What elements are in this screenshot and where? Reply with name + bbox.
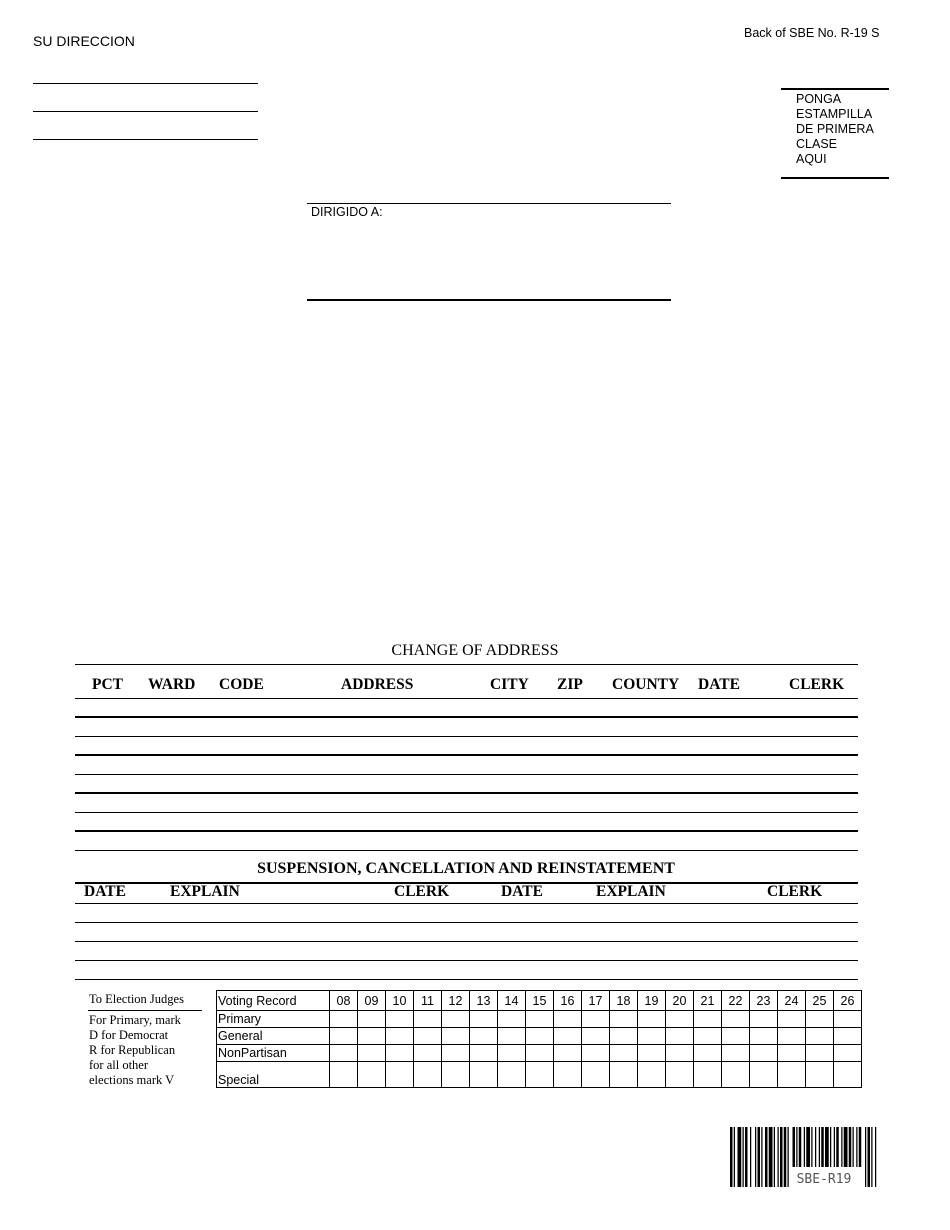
vote-mark-cell[interactable] (806, 1011, 834, 1028)
stamp-line: CLASE (796, 137, 837, 151)
row-label: Primary (217, 1011, 330, 1028)
barcode-text: SBE-R19 (796, 1172, 852, 1187)
barcode-bar (765, 1127, 768, 1187)
barcode-bar (761, 1127, 762, 1187)
instruction-line: For Primary, mark (89, 1013, 181, 1027)
barcode-bar (738, 1127, 742, 1187)
stamp-box (796, 92, 874, 167)
row-label: General (217, 1028, 330, 1045)
barcode-bar (841, 1127, 842, 1167)
barcode-bar (871, 1127, 872, 1187)
col-city: CITY (490, 676, 529, 693)
vote-mark-cell[interactable] (582, 1028, 610, 1045)
change-of-address-row[interactable] (75, 812, 858, 813)
change-of-address-top-rule (75, 664, 858, 665)
barcode-bar (825, 1127, 829, 1167)
year-cell: 08 (330, 991, 358, 1011)
vote-mark-cell[interactable] (554, 1028, 582, 1045)
voting-record-title: Voting Record (217, 991, 330, 1011)
barcode-bar (815, 1127, 816, 1167)
vote-mark-cell[interactable] (498, 1028, 526, 1045)
stamp-line: PONGA (796, 92, 842, 106)
barcode-bar (868, 1127, 871, 1187)
vote-mark-cell[interactable] (582, 1062, 610, 1088)
return-address-label: SU DIRECCION (33, 33, 135, 49)
year-cell: 17 (582, 991, 610, 1011)
change-of-address-row[interactable] (75, 830, 858, 832)
year-cell: 26 (834, 991, 862, 1011)
change-of-address-row[interactable] (75, 774, 858, 775)
change-of-address-row[interactable] (75, 716, 858, 718)
suspension-title: SUSPENSION, CANCELLATION AND REINSTATEMENT (257, 860, 675, 877)
address-to-label: DIRIGIDO A: (311, 205, 383, 219)
election-judges-rule (88, 1010, 202, 1011)
voting-record-row-primary (217, 1011, 862, 1028)
barcode-bar (769, 1127, 773, 1187)
vote-mark-cell[interactable] (806, 1028, 834, 1045)
year-cell: 25 (806, 991, 834, 1011)
instruction-line: R for Republican (89, 1043, 176, 1057)
barcode-bar (834, 1127, 835, 1167)
barcode-bar (784, 1127, 787, 1187)
vote-mark-cell[interactable] (638, 1045, 666, 1062)
barcode-bar (796, 1127, 797, 1167)
voting-record-row-special (217, 1062, 862, 1088)
vote-mark-cell[interactable] (358, 1062, 386, 1088)
suspension-row[interactable] (75, 941, 858, 942)
vote-mark-cell[interactable] (358, 1045, 386, 1062)
vote-mark-cell[interactable] (358, 1011, 386, 1028)
suspension-header-rule (75, 903, 858, 904)
stamp-line: AQUI (796, 152, 827, 166)
vote-mark-cell[interactable] (666, 1045, 694, 1062)
stamp-line: ESTAMPILLA (796, 107, 873, 121)
vote-mark-cell[interactable] (386, 1028, 414, 1045)
vote-mark-cell[interactable] (750, 1028, 778, 1045)
barcode-bar (853, 1127, 854, 1167)
change-of-address-header-rule (75, 698, 858, 699)
vote-mark-cell[interactable] (330, 1011, 358, 1028)
vote-mark-cell[interactable] (750, 1011, 778, 1028)
barcode-bar (821, 1127, 824, 1167)
year-cell: 18 (610, 991, 638, 1011)
vote-mark-cell[interactable] (694, 1062, 722, 1088)
voting-record-header-row (217, 991, 862, 1011)
vote-mark-cell[interactable] (498, 1011, 526, 1028)
barcode-bar (745, 1127, 748, 1187)
col-pct: PCT (92, 676, 123, 693)
vote-mark-cell[interactable] (778, 1028, 806, 1045)
vote-mark-cell[interactable] (722, 1045, 750, 1062)
return-address-line-3[interactable] (33, 139, 258, 140)
vote-mark-cell[interactable] (526, 1045, 554, 1062)
vote-mark-cell[interactable] (806, 1045, 834, 1062)
vote-mark-cell[interactable] (442, 1028, 470, 1045)
vote-mark-cell[interactable] (722, 1011, 750, 1028)
barcode-bar (774, 1127, 775, 1187)
vote-mark-cell[interactable] (638, 1011, 666, 1028)
vote-mark-cell[interactable] (442, 1062, 470, 1088)
year-cell: 20 (666, 991, 694, 1011)
year-cell: 24 (778, 991, 806, 1011)
col-address: ADDRESS (341, 676, 414, 693)
barcode-bar (849, 1127, 852, 1167)
vote-mark-cell[interactable] (610, 1062, 638, 1088)
barcode-bar (758, 1127, 761, 1187)
barcode-bar (830, 1127, 831, 1167)
barcode-bar (780, 1127, 783, 1187)
barcode-bar (788, 1127, 789, 1187)
vote-mark-cell[interactable] (442, 1045, 470, 1062)
vote-mark-cell[interactable] (834, 1011, 862, 1028)
vote-mark-cell[interactable] (778, 1062, 806, 1088)
stamp-box-top-rule (781, 88, 889, 90)
vote-mark-cell[interactable] (582, 1011, 610, 1028)
susp-col-clerk-2: CLERK (767, 883, 823, 900)
year-cell: 22 (722, 991, 750, 1011)
vote-mark-cell[interactable] (582, 1045, 610, 1062)
instruction-line: elections mark V (89, 1073, 175, 1087)
susp-col-explain-2: EXPLAIN (596, 883, 666, 900)
year-cell: 11 (414, 991, 442, 1011)
vote-mark-cell[interactable] (694, 1045, 722, 1062)
barcode-bar (755, 1127, 756, 1187)
barcode-bar (743, 1127, 744, 1187)
barcode-bar (730, 1127, 733, 1187)
barcode-bar (804, 1127, 805, 1167)
year-cell: 09 (358, 991, 386, 1011)
voting-record-row-general (217, 1028, 862, 1045)
barcode-bar (750, 1127, 751, 1187)
suspension-row[interactable] (75, 960, 858, 961)
vote-mark-cell[interactable] (666, 1062, 694, 1088)
address-to-bottom-rule[interactable] (307, 299, 671, 301)
stamp-box-bottom-rule (781, 177, 889, 179)
vote-mark-cell[interactable] (666, 1011, 694, 1028)
barcode-bar (793, 1127, 796, 1167)
suspension-row[interactable] (75, 922, 858, 923)
change-of-address-row[interactable] (75, 792, 858, 794)
barcode-bar (799, 1127, 802, 1167)
vote-mark-cell[interactable] (386, 1011, 414, 1028)
col-county: COUNTY (612, 676, 680, 693)
return-address-line-2[interactable] (33, 111, 258, 112)
year-cell: 10 (386, 991, 414, 1011)
year-cell: 19 (638, 991, 666, 1011)
barcode-bar (865, 1127, 866, 1187)
vote-mark-cell[interactable] (834, 1045, 862, 1062)
susp-col-explain: EXPLAIN (170, 883, 240, 900)
vote-mark-cell[interactable] (722, 1062, 750, 1088)
vote-mark-cell[interactable] (470, 1062, 498, 1088)
vote-mark-cell[interactable] (470, 1011, 498, 1028)
year-cell: 21 (694, 991, 722, 1011)
col-zip: ZIP (557, 676, 583, 693)
vote-mark-cell[interactable] (330, 1045, 358, 1062)
vote-mark-cell[interactable] (778, 1011, 806, 1028)
vote-mark-cell[interactable] (722, 1028, 750, 1045)
barcode-bar (844, 1127, 848, 1167)
barcode-bar (859, 1127, 862, 1167)
vote-mark-cell[interactable] (694, 1011, 722, 1028)
vote-mark-cell[interactable] (386, 1045, 414, 1062)
col-date: DATE (698, 676, 740, 693)
address-to-top-rule (307, 203, 671, 204)
stamp-line: DE PRIMERA (796, 122, 874, 136)
vote-mark-cell[interactable] (442, 1011, 470, 1028)
change-of-address-row[interactable] (75, 736, 858, 737)
vote-mark-cell[interactable] (554, 1045, 582, 1062)
vote-mark-cell[interactable] (358, 1028, 386, 1045)
vote-mark-cell[interactable] (414, 1045, 442, 1062)
vote-mark-cell[interactable] (470, 1045, 498, 1062)
vote-mark-cell[interactable] (834, 1028, 862, 1045)
form-id: Back of SBE No. R-19 S (744, 26, 880, 40)
susp-col-date-2: DATE (501, 883, 543, 900)
vote-mark-cell[interactable] (498, 1045, 526, 1062)
barcode-bar (806, 1127, 810, 1167)
vote-mark-cell[interactable] (610, 1011, 638, 1028)
vote-mark-cell[interactable] (330, 1062, 358, 1088)
col-clerk: CLERK (789, 676, 845, 693)
election-judges-heading: To Election Judges (89, 992, 184, 1006)
vote-mark-cell[interactable] (750, 1062, 778, 1088)
vote-mark-cell[interactable] (470, 1028, 498, 1045)
vote-mark-cell[interactable] (778, 1045, 806, 1062)
year-cell: 14 (498, 991, 526, 1011)
barcode-bar (856, 1127, 857, 1167)
vote-mark-cell[interactable] (330, 1028, 358, 1045)
barcode-bar (811, 1127, 812, 1167)
vote-mark-cell[interactable] (414, 1028, 442, 1045)
suspension-row[interactable] (75, 979, 858, 980)
col-code: CODE (219, 676, 264, 693)
return-address-line-1[interactable] (33, 83, 258, 84)
instruction-line: D for Democrat (89, 1028, 169, 1042)
year-cell: 15 (526, 991, 554, 1011)
change-of-address-row[interactable] (75, 754, 858, 756)
barcode-bar (875, 1127, 876, 1187)
vote-mark-cell[interactable] (638, 1062, 666, 1088)
voting-record-table (216, 990, 862, 1088)
vote-mark-cell[interactable] (610, 1045, 638, 1062)
barcode-bar (836, 1127, 839, 1167)
election-judges-instructions (89, 1013, 181, 1088)
instruction-line: for all other (89, 1058, 149, 1072)
vote-mark-cell[interactable] (806, 1062, 834, 1088)
barcode-bar (778, 1127, 779, 1187)
vote-mark-cell[interactable] (638, 1028, 666, 1045)
susp-col-date: DATE (84, 883, 126, 900)
row-label: Special (217, 1062, 330, 1088)
change-of-address-title: CHANGE OF ADDRESS (391, 642, 559, 659)
vote-mark-cell[interactable] (526, 1062, 554, 1088)
vote-mark-cell[interactable] (610, 1028, 638, 1045)
row-label: NonPartisan (217, 1045, 330, 1062)
change-of-address-row[interactable] (75, 850, 858, 851)
vote-mark-cell[interactable] (750, 1045, 778, 1062)
year-cell: 23 (750, 991, 778, 1011)
year-cell: 16 (554, 991, 582, 1011)
vote-mark-cell[interactable] (834, 1062, 862, 1088)
barcode-bar (734, 1127, 735, 1187)
barcode-bar (819, 1127, 820, 1167)
susp-col-clerk: CLERK (394, 883, 450, 900)
vote-mark-cell[interactable] (554, 1011, 582, 1028)
barcode (730, 1127, 920, 1187)
vote-mark-cell[interactable] (498, 1062, 526, 1088)
vote-mark-cell[interactable] (694, 1028, 722, 1045)
year-cell: 13 (470, 991, 498, 1011)
vote-mark-cell[interactable] (386, 1062, 414, 1088)
vote-mark-cell[interactable] (414, 1062, 442, 1088)
year-cell: 12 (442, 991, 470, 1011)
vote-mark-cell[interactable] (666, 1028, 694, 1045)
vote-mark-cell[interactable] (414, 1011, 442, 1028)
voting-record-row-nonpartisan (217, 1045, 862, 1062)
vote-mark-cell[interactable] (526, 1011, 554, 1028)
vote-mark-cell[interactable] (526, 1028, 554, 1045)
vote-mark-cell[interactable] (554, 1062, 582, 1088)
col-ward: WARD (148, 676, 196, 693)
